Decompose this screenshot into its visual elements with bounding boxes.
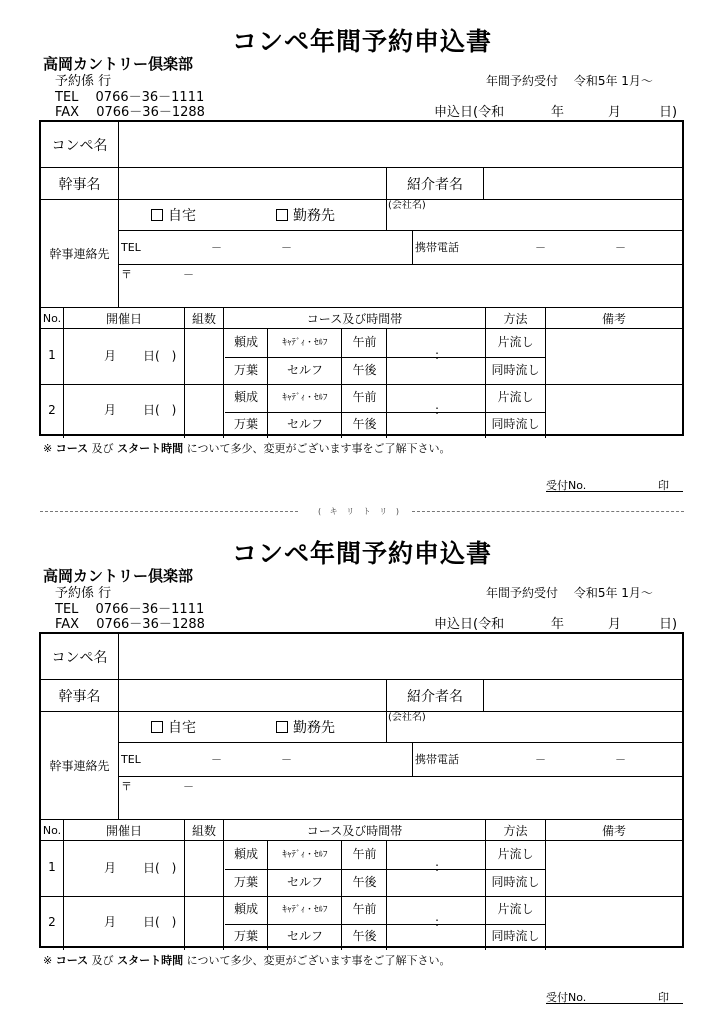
cut-line-label: ( キ リ ト リ )	[318, 507, 402, 516]
tel-dash-1: －	[211, 241, 222, 254]
course-manyo: 万葉	[233, 929, 258, 943]
receipt-line	[546, 491, 683, 492]
receipt-line	[546, 1003, 683, 1004]
apply-date-day: 日)	[659, 105, 678, 120]
organizer-label: 幹事名	[58, 688, 101, 705]
morning: 午前	[352, 390, 377, 404]
self-play: セルフ	[286, 929, 323, 943]
method-single: 片流し	[497, 902, 534, 916]
course-raijo: 頼成	[233, 846, 258, 861]
method-simultaneous: 同時流し	[491, 929, 540, 943]
mobile-dash-2: －	[615, 753, 626, 766]
office-checkbox[interactable]	[276, 209, 288, 221]
method-single: 片流し	[497, 390, 534, 404]
row-day: 日( )	[143, 349, 177, 363]
receipt-stamp-label: 印	[658, 991, 669, 1004]
col-no-header: No.	[42, 823, 62, 837]
introducer-label: 紹介者名	[407, 688, 463, 705]
company-name-label: (会社名)	[388, 200, 426, 211]
contact-label: 幹事連絡先	[49, 759, 110, 773]
course-manyo: 万葉	[233, 363, 258, 377]
col-course-header: コース及び時間帯	[306, 823, 403, 838]
postal-mark: 〒	[121, 780, 132, 793]
club-name: 高岡カントリー倶楽部	[43, 55, 194, 73]
receipt-number-label: 受付No.	[546, 991, 587, 1004]
home-checkbox[interactable]	[151, 209, 163, 221]
row-number: 1	[48, 347, 56, 362]
apply-date-label: 申込日(令和	[434, 617, 505, 632]
tel-dash-1: －	[211, 753, 222, 766]
form-title: コンペ年間予約申込書	[231, 27, 492, 56]
annual-reservation-text: 年間予約受付 令和5年 1月～	[486, 74, 653, 88]
morning: 午前	[352, 334, 377, 349]
compe-name-label: コンペ名	[51, 137, 108, 154]
afternoon: 午後	[352, 417, 377, 431]
home-option[interactable]: 自宅	[151, 209, 196, 223]
application-form-bottom	[0, 512, 724, 1024]
office-option[interactable]: 勤務先	[276, 209, 335, 223]
postal-mark: 〒	[121, 268, 132, 281]
col-date-header: 開催日	[105, 311, 142, 326]
afternoon: 午後	[352, 363, 377, 377]
method-simultaneous: 同時流し	[491, 875, 540, 889]
office-option[interactable]: 勤務先	[276, 721, 335, 735]
col-no-header: No.	[42, 311, 62, 325]
introducer-label: 紹介者名	[407, 176, 463, 193]
tel-label: TEL	[121, 241, 141, 254]
course-raijo: 頼成	[233, 902, 258, 916]
club-tel: TEL 0766－36－1111	[55, 90, 205, 105]
mobile-dash-1: －	[535, 241, 546, 254]
club-name: 高岡カントリー倶楽部	[43, 567, 194, 585]
mobile-label: 携帯電話	[415, 241, 459, 254]
morning: 午前	[352, 902, 377, 916]
method-single: 片流し	[497, 334, 534, 349]
postal-dash: －	[183, 780, 194, 793]
organizer-field[interactable]	[119, 680, 386, 711]
col-method-header: 方法	[503, 823, 528, 838]
col-date-header: 開催日	[105, 823, 142, 838]
course-manyo: 万葉	[233, 417, 258, 431]
caddie-self: ｷｬﾃﾞｨ・ｾﾙﾌ	[282, 849, 328, 860]
home-option[interactable]: 自宅	[151, 721, 196, 735]
row-month: 月	[104, 915, 117, 929]
self-play: セルフ	[286, 417, 323, 431]
col-course-header: コース及び時間帯	[306, 311, 403, 326]
start-time-colon: :	[434, 402, 440, 417]
col-groups-header: 組数	[191, 311, 216, 326]
apply-date-year: 年	[551, 617, 565, 632]
disclaimer-note: ※ コース 及び スタート時間 について多少、変更がございます事をご了解下さい。	[43, 954, 451, 967]
row-day: 日( )	[143, 861, 177, 875]
apply-date-month: 月	[608, 105, 622, 120]
method-simultaneous: 同時流し	[491, 417, 540, 431]
row-month: 月	[104, 403, 117, 417]
afternoon: 午後	[352, 875, 377, 889]
home-checkbox[interactable]	[151, 721, 163, 733]
organizer-field[interactable]	[119, 168, 386, 199]
apply-date-month: 月	[608, 617, 622, 632]
course-raijo: 頼成	[233, 390, 258, 404]
row-month: 月	[104, 349, 117, 363]
row-day: 日( )	[143, 403, 177, 417]
organizer-label: 幹事名	[58, 176, 101, 193]
row-day: 日( )	[143, 915, 177, 929]
mobile-dash-2: －	[615, 241, 626, 254]
morning: 午前	[352, 846, 377, 861]
row-month: 月	[104, 861, 117, 875]
afternoon: 午後	[352, 929, 377, 943]
club-dept: 予約係 行	[55, 586, 112, 601]
company-name-label: (会社名)	[388, 712, 426, 723]
caddie-self: ｷｬﾃﾞｨ・ｾﾙﾌ	[282, 337, 328, 348]
start-time-colon: :	[434, 347, 440, 362]
mobile-dash-1: －	[535, 753, 546, 766]
apply-date-label: 申込日(令和	[434, 105, 505, 120]
tel-dash-2: －	[281, 241, 292, 254]
caddie-self: ｷｬﾃﾞｨ・ｾﾙﾌ	[282, 393, 328, 403]
club-fax: FAX 0766－36－1288	[55, 105, 205, 120]
compe-name-label: コンペ名	[51, 649, 108, 666]
annual-reservation-text: 年間予約受付 令和5年 1月～	[486, 586, 653, 600]
col-notes-header: 備考	[601, 311, 626, 326]
office-checkbox[interactable]	[276, 721, 288, 733]
course-manyo: 万葉	[233, 875, 258, 889]
compe-name-field[interactable]	[119, 634, 682, 679]
row-number: 2	[48, 914, 56, 929]
col-groups-header: 組数	[191, 823, 216, 838]
apply-date-day: 日)	[659, 617, 678, 632]
col-notes-header: 備考	[601, 823, 626, 838]
start-time-colon: :	[434, 914, 440, 929]
self-play: セルフ	[286, 363, 323, 377]
contact-label: 幹事連絡先	[49, 247, 110, 261]
receipt-stamp-label: 印	[658, 479, 669, 492]
start-time-colon: :	[434, 859, 440, 874]
course-raijo: 頼成	[233, 334, 258, 349]
club-tel: TEL 0766－36－1111	[55, 602, 205, 617]
club-dept: 予約係 行	[55, 74, 112, 89]
col-method-header: 方法	[503, 311, 528, 326]
club-fax: FAX 0766－36－1288	[55, 617, 205, 632]
tel-label: TEL	[121, 753, 141, 766]
introducer-field[interactable]	[484, 680, 682, 711]
introducer-field[interactable]	[484, 168, 682, 199]
row-number: 1	[48, 859, 56, 874]
receipt-number-label: 受付No.	[546, 479, 587, 492]
method-single: 片流し	[497, 846, 534, 861]
caddie-self: ｷｬﾃﾞｨ・ｾﾙﾌ	[282, 905, 328, 915]
disclaimer-note: ※ コース 及び スタート時間 について多少、変更がございます事をご了解下さい。	[43, 442, 451, 455]
tel-dash-2: －	[281, 753, 292, 766]
self-play: セルフ	[286, 875, 323, 889]
apply-date-year: 年	[551, 105, 565, 120]
row-number: 2	[48, 402, 56, 417]
compe-name-field[interactable]	[119, 122, 682, 167]
form-title: コンペ年間予約申込書	[231, 539, 492, 568]
mobile-label: 携帯電話	[415, 753, 459, 766]
method-simultaneous: 同時流し	[491, 363, 540, 377]
postal-dash: －	[183, 268, 194, 281]
